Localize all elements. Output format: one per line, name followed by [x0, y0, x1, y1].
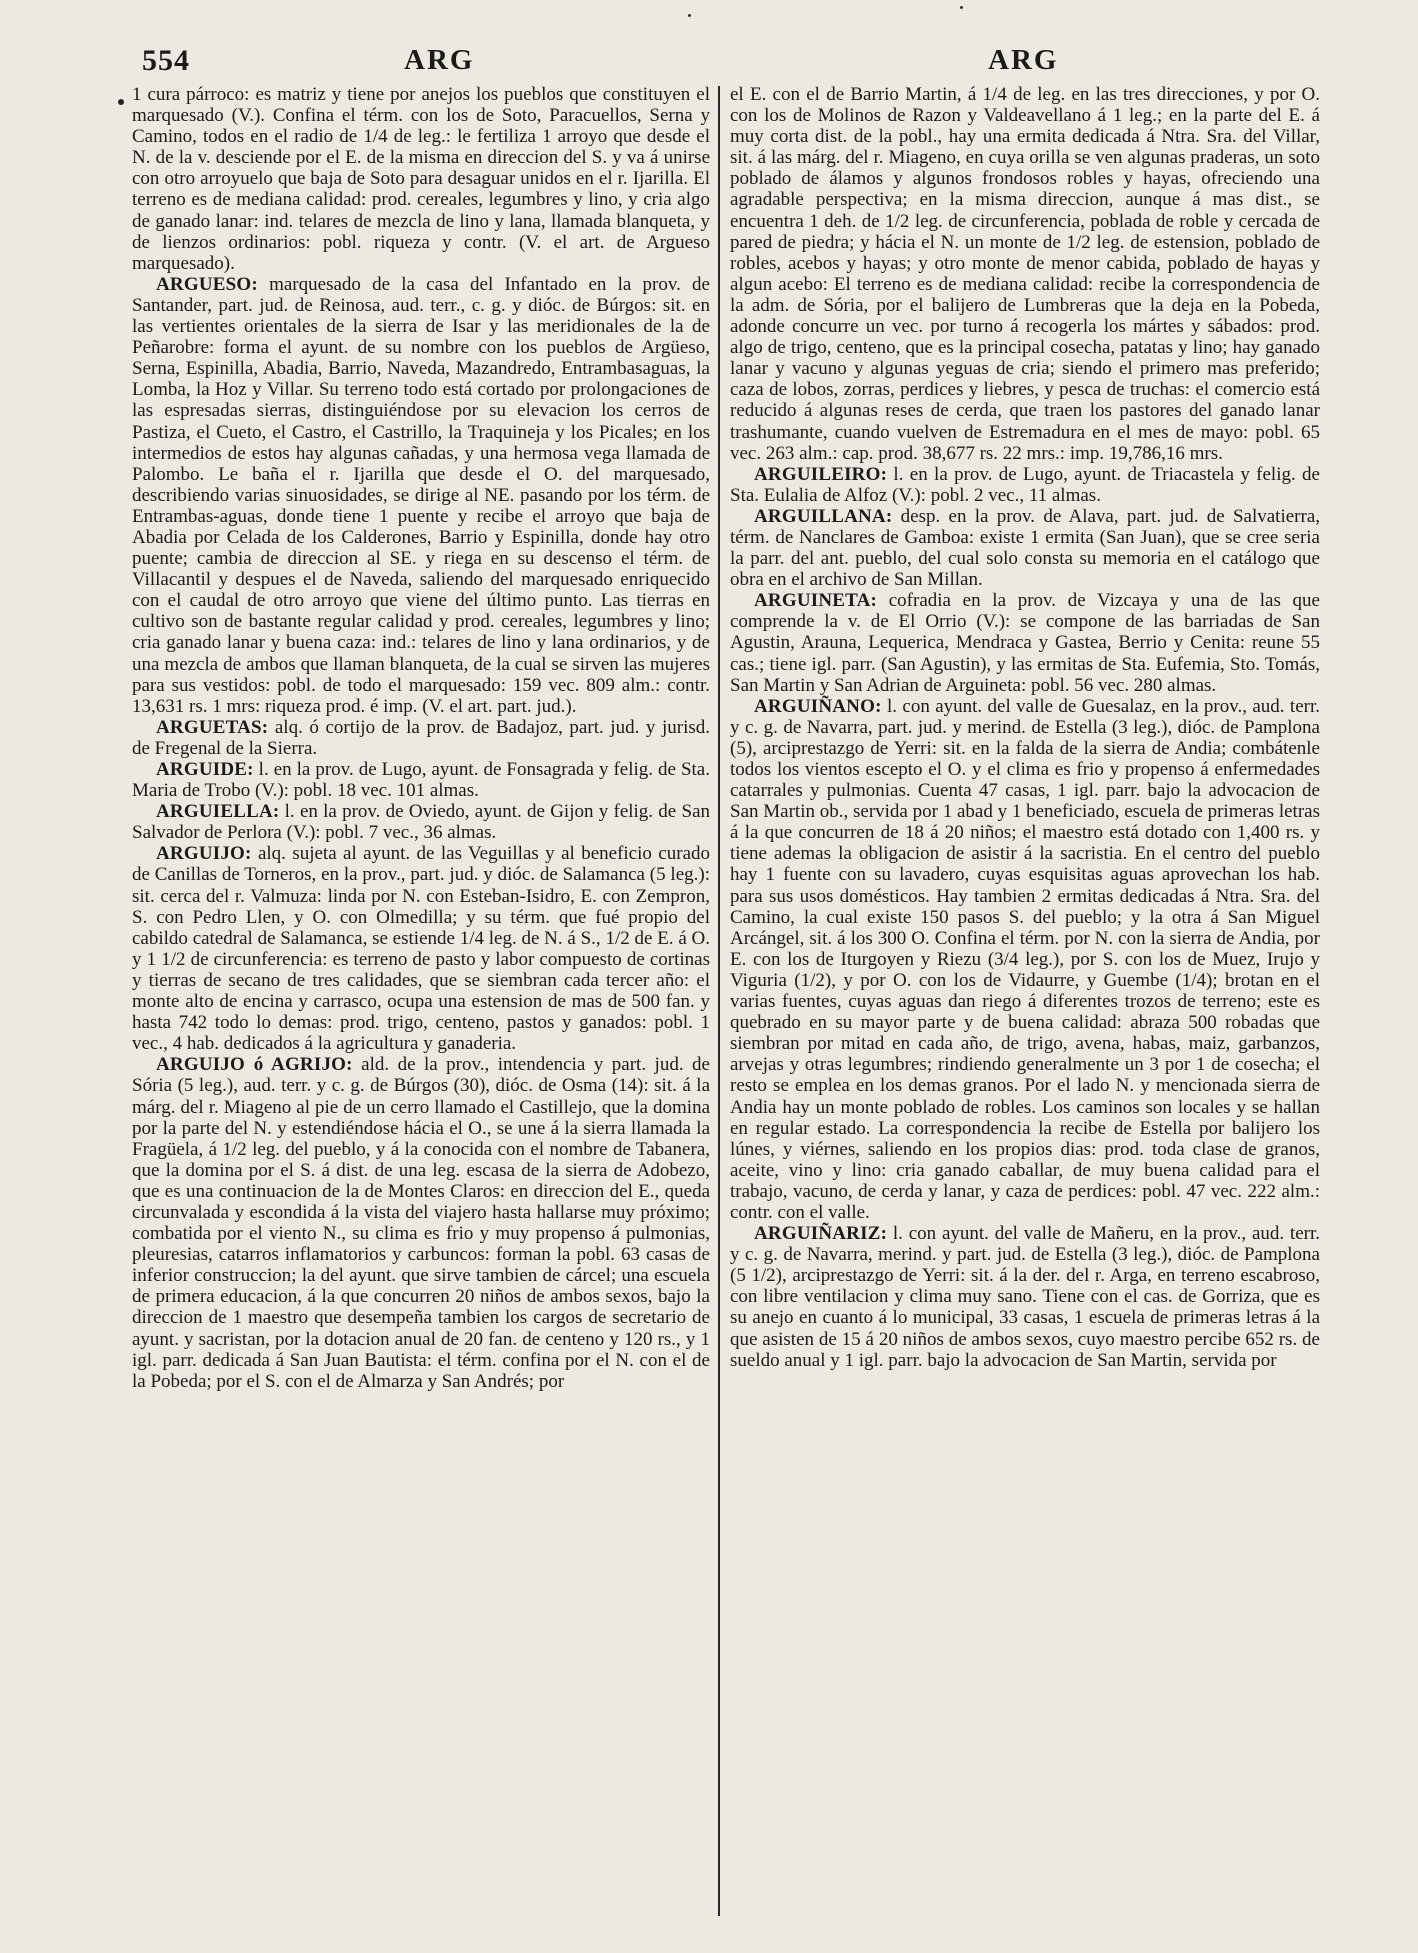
entry-headword: ARGUILEIRO: [754, 463, 888, 485]
entry-text: el E. con el de Barrio Martin, á 1/4 de leg. en las tres direcciones, y por O. con los de Molinos de Razon y Valdeavellano á 1 leg.; en la parte del E. á muy corta dist. de la pobl., hay una ermita dedicada á Ntra. Sra. del Villar, sit. á las márg. del r. Miageno, en cuya orilla se ven algunas praderas, un soto poblado de álamos y algunos frondosos robles y hayas, ofreciendo una agradable perspectiva; en la misma direccion, aunque á mas dist., se encuentra 1 deh. de 1/2 leg. de circunferencia, poblada de roble y cercada de pared de piedra; y hácia el N. un monte de 1/2 leg. de estension, poblado de robles, acebos y hayas; y otro monte de menor cabida, poblado de hayas y algun acebo: El terreno es de mediana calidad: recibe la correspondencia de la adm. de Sória, por el balijero de Lumbreras que la deja en la Pobeda, adonde concurre un vec. por turno á recogerla los mártes y sábados: prod. algo de trigo, centeno, que es la principal cosecha, patatas y lino; hay ganado lanar y vacuno y algunas yeguas de cria; siendo el primero mas preferido; caza de lobos, zorras, perdices y liebres, y pesca de truchas: el comercio está reducido á algunas reses de cerda, que traen los pastores del ganado lanar trashumante, cuando vuelven de Estremadura en el mes de mayo: pobl. 65 vec. 263 alm.: cap. prod. 38,677 rs. 22 mrs.: imp. 19,786,16 mrs. [730, 84, 1320, 464]
entry-text: ald. de la prov., intendencia y part. jud. de Sória (5 leg.), aud. terr. y c. g. de Búrgos (30), dióc. de Osma (14): sit. á la márg. del r. Miageno al pie de un cerro llamado el Castillejo, que la domina por la parte del N. y estendiéndose hácia el O., se une á la sierra llamada la Fragüela, á 1/2 leg. del pueblo, y á la conocida con el nombre de Tabanera, que la domina por el S. á dist. de una leg. escasa de la sierra de Adobezo, que es una continuacion de la de Montes Claros: en direccion del E., queda circunvalada y escondida á la vista del viajero hasta hallarse muy próximo; combatida por el viento N., su clima es frio y muy propenso á pulmonias, pleuresias, catarros inflamatorios y carbuncos: forman la pobl. 63 casas de inferior construccion; la del ayunt. que sirve tambien de cárcel; una escuela de primera educacion, á la que concurren 20 niños de ambos sexos, bajo la direccion de 1 maestro que desempeña tambien los cargos de secretario de ayunt. y sacristan, por la dotacion anual de 20 fan. de centeno y 120 rs., y 1 igl. parr. dedicada á San Juan Bautista: el térm. confina por el N. con el de la Pobeda; por el S. con el de Almarza y San Andrés; por [132, 1054, 710, 1392]
entry-headword: ARGUETAS: [156, 716, 269, 738]
dictionary-entry [730, 1223, 1320, 1371]
left-running-head: ARG [404, 44, 475, 76]
dictionary-entry [730, 506, 1320, 590]
ink-speck [960, 6, 963, 9]
entry-text: l. en la prov. de Lugo, ayunt. de Triacastela y felig. de Sta. Eulalia de Alfoz (V.): pobl. 2 vec., 11 almas. [730, 463, 1320, 506]
ink-speck [688, 14, 691, 17]
dictionary-entry [132, 84, 710, 274]
entry-text: l. en la prov. de Lugo, ayunt. de Fonsagrada y felig. de Sta. Maria de Trobo (V.): pobl. 18 vec. 101 almas. [132, 759, 710, 802]
dictionary-entry [132, 759, 710, 801]
dictionary-entry [132, 801, 710, 843]
entry-text: alq. ó cortijo de la prov. de Badajoz, part. jud. y jurisd. de Fregenal de la Sierra. [132, 716, 710, 759]
page-number: 554 [142, 44, 190, 77]
dictionary-entry [730, 696, 1320, 1223]
entry-text: l. con ayunt. del valle de Guesalaz, en la prov., aud. terr. y c. g. de Navarra, part. jud. y merind. de Estella (3 leg.), dióc. de Pamplona (5), arciprestazgo de Yerri: sit. en la falda de la sierra de Andia; combátenle todos los vientos escepto el O. y el clima es frio y propenso á enfermedades catarrales y pulmonias. Cuenta 47 casas, 1 igl. parr. bajo la advocacion de San Martin ob., servida por 1 abad y 1 beneficiado, escuela de primeras letras á la que concurren de 18 á 20 niños; el maestro está dotado con 1,400 rs. y tiene ademas la obligacion de asistir á la sacristia. En el centro del pueblo hay 1 fuente con su lavadero, cuyas esquisitas aguas aprovechan los hab. para sus usos domésticos. Hay tambien 2 ermitas dedicadas á Ntra. Sra. del Camino, la cual existe 150 pasos S. del pueblo; y la otra á San Miguel Arcángel, sit. á los 300 O. Confina el térm. por N. con la sierra de Andia, por E. con los de Iturgoyen y Riezu (3/4 leg.), por S. con los de Muez, Irujo y Viguria (1/2), y por O. con los de Vidaurre, y Guembe (1/4); brotan en el varias fuentes, cuyas aguas dan riego á diferentes trozos de terreno; este es quebrado en su mayor parte y de buena calidad: abraza 500 robadas que siembran por mitad en cada año, de trigo, avena, habas, maiz, garbanzos, arvejas y otras legumbres; rindiendo generalmente un 3 por 1 de cosecha; el resto se emplea en los demas granos. Por el lado N. y mencionada sierra de Andia hay un monte poblado de robles. Los caminos son locales y se hallan en regular estado. La correspondencia la recibe de Estella por balijero los lúnes, y viérnes, saliendo en los propios dias: prod. toda clase de granos, aceite, vino y lino: cria ganado caballar, de muy buena calidad para el trabajo, vacuno, de cerda y lanar, y caza de perdices: pobl. 47 vec. 222 alm.: contr. con el valle. [730, 695, 1320, 1223]
entry-headword: ARGUIÑARIZ: [754, 1223, 888, 1245]
right-column [730, 84, 1320, 1924]
entry-text: 1 cura párroco: es matriz y tiene por anejos los pueblos que constituyen el marquesado (V.). Confina el térm. con los de Soto, Paracuellos, Serna y Camino, todos en el radio de 1/4 de leg.: le fertiliza 1 arroyo que desde el N. de la v. desciende por el E. de la misma en direccion del S. y va á unirse con otro arroyuelo que baja de Soto para desaguar unidos en el r. Ijarilla. El terreno es de mediana calidad: prod. cereales, legumbres y lino, y cria algo de ganado lanar: ind. telares de mezcla de lino y lana, llamada blanqueta, y de lienzos ordinarios: pobl. riqueza y contr. (V. el art. de Argueso marquesado). [132, 84, 710, 274]
entry-headword: ARGUESO: [156, 273, 258, 295]
dictionary-entry [132, 843, 710, 1054]
dictionary-entry [132, 717, 710, 759]
entry-text: l. con ayunt. del valle de Mañeru, en la prov., aud. terr. y c. g. de Navarra, merind. y part. jud. de Estella (3 leg.), dióc. de Pamplona (5 1/2), arciprestazgo de Yerri: sit. á la der. del r. Arga, en terreno escabroso, con libre ventilacion y clima muy sano. Tiene con el cas. de Gorriza, que es su anejo en cuanto á lo municipal, 33 casas, 1 escuela de primeras letras á la que asisten de 15 á 20 niños de ambos sexos, cuyo maestro percibe 652 rs. de sueldo anual y 1 igl. parr. bajo la advocacion de San Martin, servida por [730, 1223, 1320, 1371]
entry-text: desp. en la prov. de Alava, part. jud. de Salvatierra, térm. de Nanclares de Gamboa: existe 1 ermita (San Juan), que se cree seria la parr. del ant. pueblo, del cual solo consta su memoria en el catálogo que obra en el archivo de San Millan. [730, 505, 1320, 591]
dictionary-entry [730, 590, 1320, 695]
entry-headword: ARGUIELLA: [156, 801, 280, 823]
entry-text: alq. sujeta al ayunt. de las Veguillas y al beneficio curado de Canillas de Torneros, en la prov., part. jud. y dióc. de Salamanca (5 leg.): sit. cerca del r. Valmuza: linda por N. con Esteban-Isidro, E. con Zempron, S. con Pedro Llen, y O. con Olmedilla; y su térm. que fué propio del cabildo catedral de Salamanca, se estiende 1/4 leg. de N. á S., 1/2 de E. á O. y 1 1/2 de circunferencia: es terreno de pasto y labor compuesto de cortinas y tierras de secano de tres calidades, que se siembran cada tercer año: el monte alto de encina y carrasco, ocupa una estension de mas de 500 fan. y hasta 742 todo lo demas: prod. trigo, centeno, pastos y ganados: pobl. 1 vec., 4 hab. dedicados á la agricultura y ganaderia. [132, 843, 710, 1055]
column-rule [718, 86, 720, 1916]
running-head [0, 44, 1418, 80]
entry-text: cofradia en la prov. de Vizcaya y una de las que comprende la v. de El Orrio (V.): se compone de las barriadas de San Agustin, Arauna, Lequerica, Mendraca y Gastea, Berrio y Cenita: reune 55 cas.; tiene igl. parr. (San Agustin), y las ermitas de Sta. Eufemia, Sto. Tomás, San Martin y San Adrian de Arguineta: pobl. 56 vec. 280 almas. [730, 590, 1320, 696]
entry-headword: ARGUIJO ó AGRIJO: [156, 1054, 353, 1076]
dictionary-entry [730, 464, 1320, 506]
entry-headword: ARGUIJO: [156, 843, 252, 865]
margin-dot [118, 99, 124, 105]
left-column [132, 84, 710, 1924]
entry-headword: ARGUINETA: [754, 590, 878, 612]
right-running-head: ARG [988, 44, 1059, 76]
entry-headword: ARGUIÑANO: [754, 695, 882, 717]
dictionary-entry [132, 274, 710, 717]
entry-text: marquesado de la casa del Infantado en la prov. de Santander, part. jud. de Reinosa, aud. terr., c. g. y dióc. de Búrgos: sit. en las vertientes orientales de la sierra de Isar y las meridionales de la de Peñarobre: forma el ayunt. de su nombre con los pueblos de Argüeso, Serna, Espinilla, Abadia, Barrio, Naveda, Mazandredo, Entrambasaguas, la Lomba, la Hoz y Villar. Su terreno todo está cortado por prolongaciones de las espresadas sierras, distinguiéndose por su elevacion los cerros de Pastiza, el Cueto, el Castro, el Castrillo, la Traquineja y los Picales; en los intermedios de estos hay algunas cañadas, y una hermosa vega llamada de Palombo. Le baña el r. Ijarilla que desde el O. del marquesado, describiendo varias sinuosidades, se dirige al NE. pasando por los térm. de Entrambas-aguas, donde tiene 1 puente y recibe el arroyo que baja de Abadia por Celada de los Calderones, Barrio y Espinilla, donde hay otro puente; cambia de direccion al SE. y riega en su descenso el térm. de Villacantil y despues el de Naveda, saliendo del marquesado enriquecido con el caudal de otro arroyo que viene del último punto. Las tierras en cultivo son de bastante regular calidad y prod. cereales, legumbres y lino; cria ganado lanar y buena caza: ind.: telares de lino y lana ordinarios, y de una mezcla de ambos que llaman blanqueta, de la cual se sirven las mujeres para sus vestidos: pobl. de todo el marquesado: 159 vec. 809 alm.: contr. 13,631 rs. 1 mrs: riqueza prod. é imp. (V. el art. part. jud.). [132, 273, 710, 717]
entry-headword: ARGUIDE: [156, 759, 254, 780]
entry-text: l. en la prov. de Oviedo, ayunt. de Gijon y felig. de San Salvador de Perlora (V.): pobl. 7 vec., 36 almas. [132, 801, 710, 844]
entry-headword: ARGUILLANA: [754, 505, 893, 527]
dictionary-entry [132, 1054, 710, 1392]
dictionary-entry [730, 84, 1320, 464]
